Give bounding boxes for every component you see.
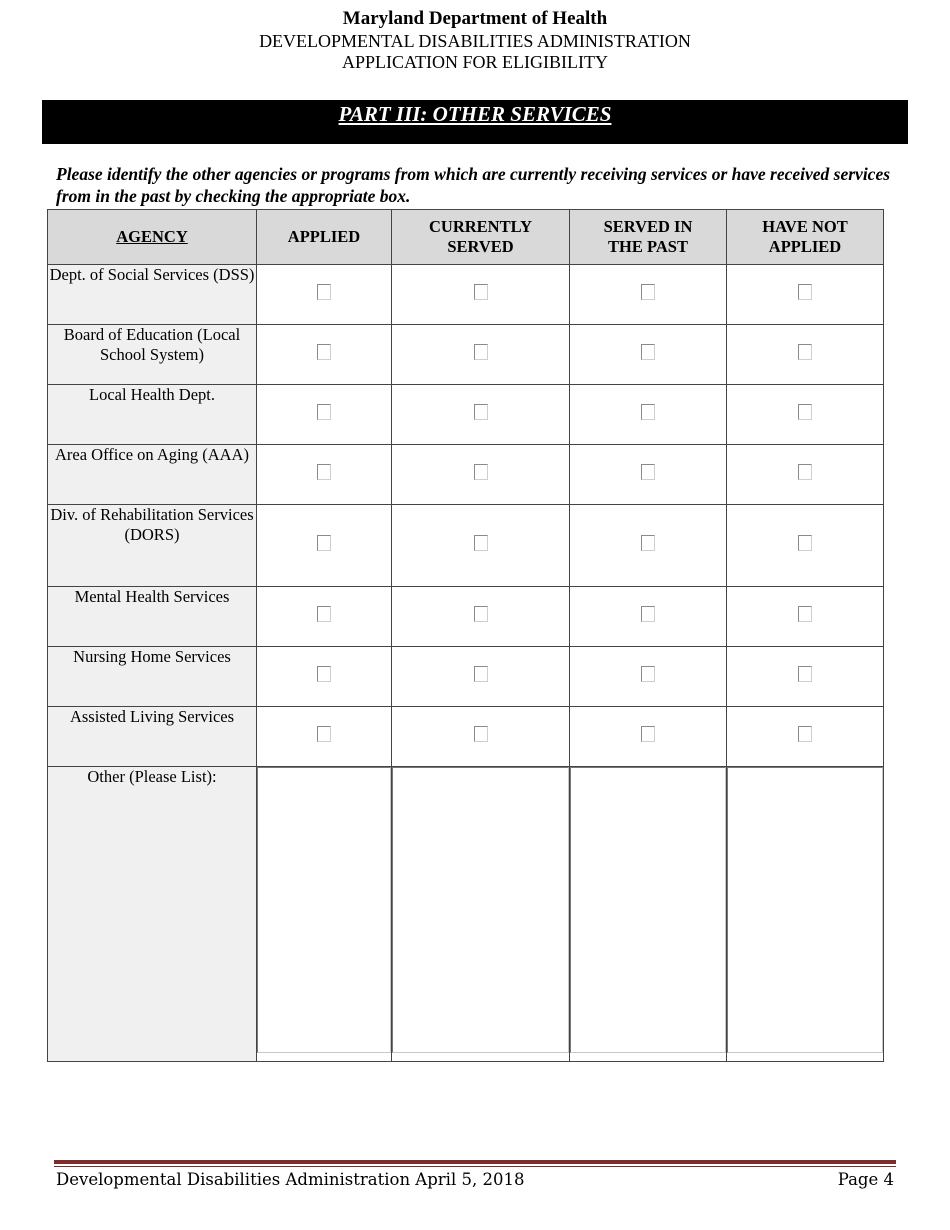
- other-have-not-applied-textarea[interactable]: [727, 767, 883, 1053]
- page-number: Page 4: [837, 1170, 894, 1189]
- agency-name: Div. of Rehabilitation Services (DORS): [48, 505, 257, 587]
- checkbox-currently-served[interactable]: [474, 606, 488, 622]
- checkbox-served-in-past[interactable]: [641, 404, 655, 420]
- footer-rule-thin: [54, 1166, 896, 1167]
- checkbox-currently-served[interactable]: [474, 535, 488, 551]
- footer-text: Developmental Disabilities Administration April 5, 2018: [56, 1170, 525, 1189]
- checkbox-currently-served[interactable]: [474, 726, 488, 742]
- column-header-have-not-applied: HAVE NOT APPLIED: [727, 210, 884, 265]
- agency-name: Assisted Living Services: [48, 707, 257, 767]
- column-header-currently-served: CURRENTLY SERVED: [392, 210, 570, 265]
- table-row: [48, 505, 884, 587]
- column-header-served-in-past: SERVED IN THE PAST: [570, 210, 727, 265]
- services-table: [47, 209, 884, 1062]
- checkbox-have-not-applied[interactable]: [798, 404, 812, 420]
- checkbox-served-in-past[interactable]: [641, 535, 655, 551]
- agency-name: Mental Health Services: [48, 587, 257, 647]
- checkbox-applied[interactable]: [317, 606, 331, 622]
- agency-name: Area Office on Aging (AAA): [48, 445, 257, 505]
- table-row-other: [48, 767, 884, 1062]
- instructions: Please identify the other agencies or programs from which are currently receiving services or have received services from in the past by checking the appropriate box.: [56, 164, 891, 206]
- agency-name: Dept. of Social Services (DSS): [48, 265, 257, 325]
- agency-name: Nursing Home Services: [48, 647, 257, 707]
- checkbox-currently-served[interactable]: [474, 404, 488, 420]
- other-label: Other (Please List):: [48, 767, 257, 1062]
- section-banner: [42, 100, 908, 144]
- checkbox-currently-served[interactable]: [474, 666, 488, 682]
- header-form-title: APPLICATION FOR ELIGIBILITY: [342, 52, 608, 72]
- checkbox-applied[interactable]: [317, 404, 331, 420]
- checkbox-served-in-past[interactable]: [641, 666, 655, 682]
- checkbox-applied[interactable]: [317, 464, 331, 480]
- footer-rule: [54, 1160, 896, 1164]
- checkbox-applied[interactable]: [317, 535, 331, 551]
- checkbox-applied[interactable]: [317, 284, 331, 300]
- checkbox-have-not-applied[interactable]: [798, 535, 812, 551]
- table-row: [48, 325, 884, 385]
- checkbox-have-not-applied[interactable]: [798, 606, 812, 622]
- table-row: [48, 647, 884, 707]
- column-header-applied: APPLIED: [257, 210, 392, 265]
- header-admin: DEVELOPMENTAL DISABILITIES ADMINISTRATION: [259, 31, 691, 51]
- agency-name: Board of Education (Local School System): [48, 325, 257, 385]
- other-currently-served-textarea[interactable]: [392, 767, 569, 1053]
- checkbox-applied[interactable]: [317, 344, 331, 360]
- checkbox-currently-served[interactable]: [474, 284, 488, 300]
- table-row: [48, 385, 884, 445]
- column-header-agency: AGENCY: [48, 210, 257, 265]
- checkbox-have-not-applied[interactable]: [798, 726, 812, 742]
- checkbox-applied[interactable]: [317, 726, 331, 742]
- checkbox-served-in-past[interactable]: [641, 464, 655, 480]
- header-org: Maryland Department of Health: [342, 8, 608, 29]
- agency-name: Local Health Dept.: [48, 385, 257, 445]
- table-row: [48, 265, 884, 325]
- table-row: [48, 445, 884, 505]
- section-title: PART III: OTHER SERVICES: [338, 102, 612, 126]
- checkbox-currently-served[interactable]: [474, 464, 488, 480]
- checkbox-have-not-applied[interactable]: [798, 464, 812, 480]
- table-row: [48, 587, 884, 647]
- table-header-row: [48, 210, 884, 265]
- other-served-in-past-textarea[interactable]: [570, 767, 726, 1053]
- checkbox-have-not-applied[interactable]: [798, 344, 812, 360]
- checkbox-have-not-applied[interactable]: [798, 666, 812, 682]
- checkbox-served-in-past[interactable]: [641, 606, 655, 622]
- checkbox-served-in-past[interactable]: [641, 726, 655, 742]
- checkbox-have-not-applied[interactable]: [798, 284, 812, 300]
- checkbox-served-in-past[interactable]: [641, 284, 655, 300]
- table-row: [48, 707, 884, 767]
- checkbox-served-in-past[interactable]: [641, 344, 655, 360]
- checkbox-currently-served[interactable]: [474, 344, 488, 360]
- checkbox-applied[interactable]: [317, 666, 331, 682]
- other-applied-textarea[interactable]: [257, 767, 391, 1053]
